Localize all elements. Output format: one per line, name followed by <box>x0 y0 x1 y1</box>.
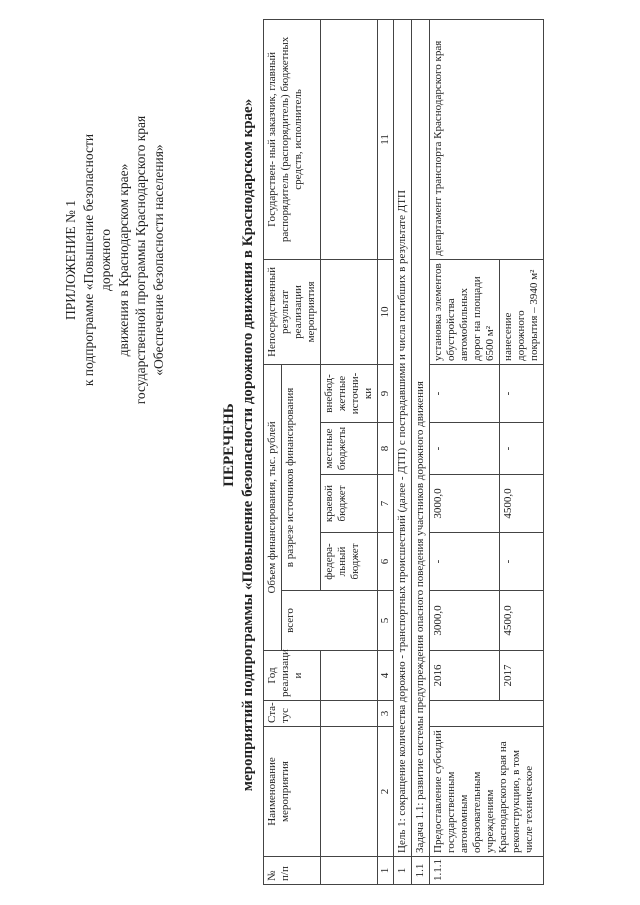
appendix-block <box>62 95 167 425</box>
col-number: 9 <box>378 364 394 422</box>
goal-num: 1 <box>394 857 412 885</box>
row-total: 3000,0 <box>430 591 500 651</box>
header-offbudget: внебюд- жетные источни- ки <box>321 364 378 422</box>
col-number: 4 <box>378 651 394 701</box>
row-offbudget: - <box>500 364 544 422</box>
col-number: 10 <box>378 259 394 364</box>
col-number: 6 <box>378 533 394 591</box>
row-federal: - <box>500 533 544 591</box>
row-result: установка элементов обустройства автомобильных дорог на площади 6500 м² <box>430 259 500 364</box>
header-spacer <box>321 727 378 857</box>
header-spacer <box>321 651 378 701</box>
column-number-row <box>378 19 394 884</box>
header-row-3 <box>321 19 378 884</box>
col-number: 11 <box>378 19 394 259</box>
row-regional: 3000,0 <box>430 475 500 533</box>
col-number: 2 <box>378 727 394 857</box>
header-spacer <box>321 259 378 364</box>
row-federal: - <box>430 533 500 591</box>
task-text: Задача 1.1: развитие системы предупреждения опасного поведения участников дорожного движения <box>412 19 430 856</box>
title-subheading: мероприятий подпрограммы «Повышение безопасности дорожного движения в Краснодарском крае» <box>240 98 256 792</box>
header-name: Наименование мероприятия <box>264 727 321 857</box>
row-local: - <box>430 423 500 475</box>
col-number: 5 <box>378 591 394 651</box>
appendix-line: ПРИЛОЖЕНИЕ № 1 <box>63 199 78 321</box>
measures-table <box>263 19 544 885</box>
header-total: всего <box>282 591 378 651</box>
col-number: 3 <box>378 701 394 727</box>
header-num: № п/п <box>264 857 321 885</box>
row-customer: департамент транспорта Краснодарского края <box>430 19 544 259</box>
table-row <box>430 19 500 884</box>
header-customer: Государствен- ный заказчик, главный распорядитель (распорядитель) бюджетных средств, исполнитель <box>264 19 321 259</box>
col-number: 1 <box>378 857 394 885</box>
header-year: Год реализаци и <box>264 651 321 701</box>
appendix-line: движения в Краснодарском крае» <box>115 163 131 357</box>
row-result: нанесение дорожного покрытия – 3940 м² <box>500 259 544 364</box>
row-status <box>430 701 544 727</box>
header-row <box>264 19 282 884</box>
header-federal: федера- льный бюджет <box>321 533 378 591</box>
row-offbudget: - <box>430 364 500 422</box>
appendix-line: к подпрограмме «Повышение безопасности <box>80 133 96 387</box>
appendix-line: дорожного <box>98 228 113 292</box>
document-title <box>220 45 258 845</box>
row-num: 1.1.1 <box>430 857 544 885</box>
goal-text: Цель 1: сокращение количества дорожно - транспортных происшествий (далее - ДТП) с пострадавшими и числа погибших в результате ДТП <box>394 19 412 856</box>
header-spacer <box>321 19 378 259</box>
task-num: 1.1 <box>412 857 430 885</box>
row-year: 2017 <box>500 651 544 701</box>
col-number: 8 <box>378 423 394 475</box>
header-by-sources: в разрезе источников финансирования <box>282 364 321 590</box>
row-total: 4500,0 <box>500 591 544 651</box>
header-funding: Объем финансирования, тыс. рублей <box>264 364 282 650</box>
appendix-line: государственной программы Краснодарского края <box>133 115 148 405</box>
row-name: Предоставление субсидий государственным автономным образовательным учреждениям Краснодарского края на реконструкцию, в том числе техническое <box>430 727 544 857</box>
goal-row <box>394 19 412 884</box>
row-regional: 4500,0 <box>500 475 544 533</box>
header-spacer <box>321 701 378 727</box>
header-local: местные бюджеты <box>321 423 378 475</box>
header-result: Непосредственный результат реализации мероприятия <box>264 259 321 364</box>
appendix-line: «Обеспечение безопасности населения» <box>150 144 166 376</box>
header-status: Ста- тус <box>264 701 321 727</box>
task-row <box>412 19 430 884</box>
col-number: 7 <box>378 475 394 533</box>
row-local: - <box>500 423 544 475</box>
title-heading: ПЕРЕЧЕНЬ <box>221 403 237 487</box>
header-regional: краевой бюджет <box>321 475 378 533</box>
row-year: 2016 <box>430 651 500 701</box>
header-spacer <box>321 857 378 885</box>
